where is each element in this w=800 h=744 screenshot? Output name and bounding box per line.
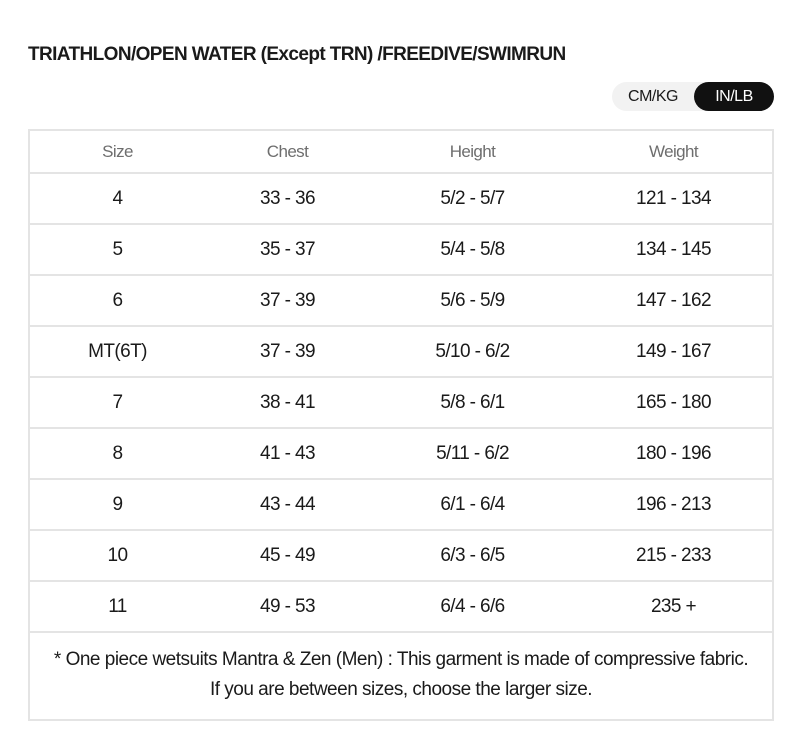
cell-size: 4 xyxy=(30,173,205,224)
page-title: TRIATHLON/OPEN WATER (Except TRN) /FREEDIVE/SWIMRUN xyxy=(28,44,566,65)
cell-height: 5/8 - 6/1 xyxy=(370,377,575,428)
cell-size: 5 xyxy=(30,224,205,275)
cell-weight: 235 + xyxy=(575,581,772,632)
cell-weight: 215 - 233 xyxy=(575,530,772,581)
size-note: * One piece wetsuits Mantra & Zen (Men) : This garment is made of compressive fabric. If you are between sizes, choose the larger size. xyxy=(53,649,749,700)
cell-chest: 45 - 49 xyxy=(205,530,370,581)
cell-chest: 49 - 53 xyxy=(205,581,370,632)
cell-chest: 38 - 41 xyxy=(205,377,370,428)
cell-weight: 134 - 145 xyxy=(575,224,772,275)
cell-weight: 196 - 213 xyxy=(575,479,772,530)
cell-height: 5/6 - 5/9 xyxy=(370,275,575,326)
cell-height: 6/3 - 6/5 xyxy=(370,530,575,581)
cell-height: 5/10 - 6/2 xyxy=(370,326,575,377)
cell-chest: 33 - 36 xyxy=(205,173,370,224)
cell-size: 6 xyxy=(30,275,205,326)
cell-height: 5/11 - 6/2 xyxy=(370,428,575,479)
table-row xyxy=(30,377,772,428)
table-row xyxy=(30,326,772,377)
cell-chest: 43 - 44 xyxy=(205,479,370,530)
unit-toggle xyxy=(612,82,774,111)
table-row xyxy=(30,224,772,275)
cell-weight: 165 - 180 xyxy=(575,377,772,428)
unit-option-in-lb[interactable]: IN/LB xyxy=(694,82,774,111)
cell-size: 11 xyxy=(30,581,205,632)
cell-size: 10 xyxy=(30,530,205,581)
table-row xyxy=(30,530,772,581)
cell-weight: 147 - 162 xyxy=(575,275,772,326)
cell-height: 6/4 - 6/6 xyxy=(370,581,575,632)
cell-size: MT(6T) xyxy=(30,326,205,377)
header-weight: Weight xyxy=(575,131,772,173)
cell-chest: 41 - 43 xyxy=(205,428,370,479)
header-height: Height xyxy=(370,131,575,173)
cell-weight: 180 - 196 xyxy=(575,428,772,479)
table-row xyxy=(30,173,772,224)
header-size: Size xyxy=(30,131,205,173)
header-chest: Chest xyxy=(205,131,370,173)
cell-height: 6/1 - 6/4 xyxy=(370,479,575,530)
cell-chest: 37 - 39 xyxy=(205,275,370,326)
table-row xyxy=(30,275,772,326)
size-chart-table xyxy=(28,129,774,721)
cell-chest: 35 - 37 xyxy=(205,224,370,275)
cell-weight: 149 - 167 xyxy=(575,326,772,377)
cell-chest: 37 - 39 xyxy=(205,326,370,377)
table-row xyxy=(30,581,772,632)
cell-height: 5/4 - 5/8 xyxy=(370,224,575,275)
cell-weight: 121 - 134 xyxy=(575,173,772,224)
cell-height: 5/2 - 5/7 xyxy=(370,173,575,224)
unit-option-cm-kg[interactable]: CM/KG xyxy=(628,88,678,105)
table-row xyxy=(30,428,772,479)
cell-size: 9 xyxy=(30,479,205,530)
table-header-row xyxy=(30,131,772,173)
cell-size: 7 xyxy=(30,377,205,428)
cell-size: 8 xyxy=(30,428,205,479)
table-row xyxy=(30,479,772,530)
